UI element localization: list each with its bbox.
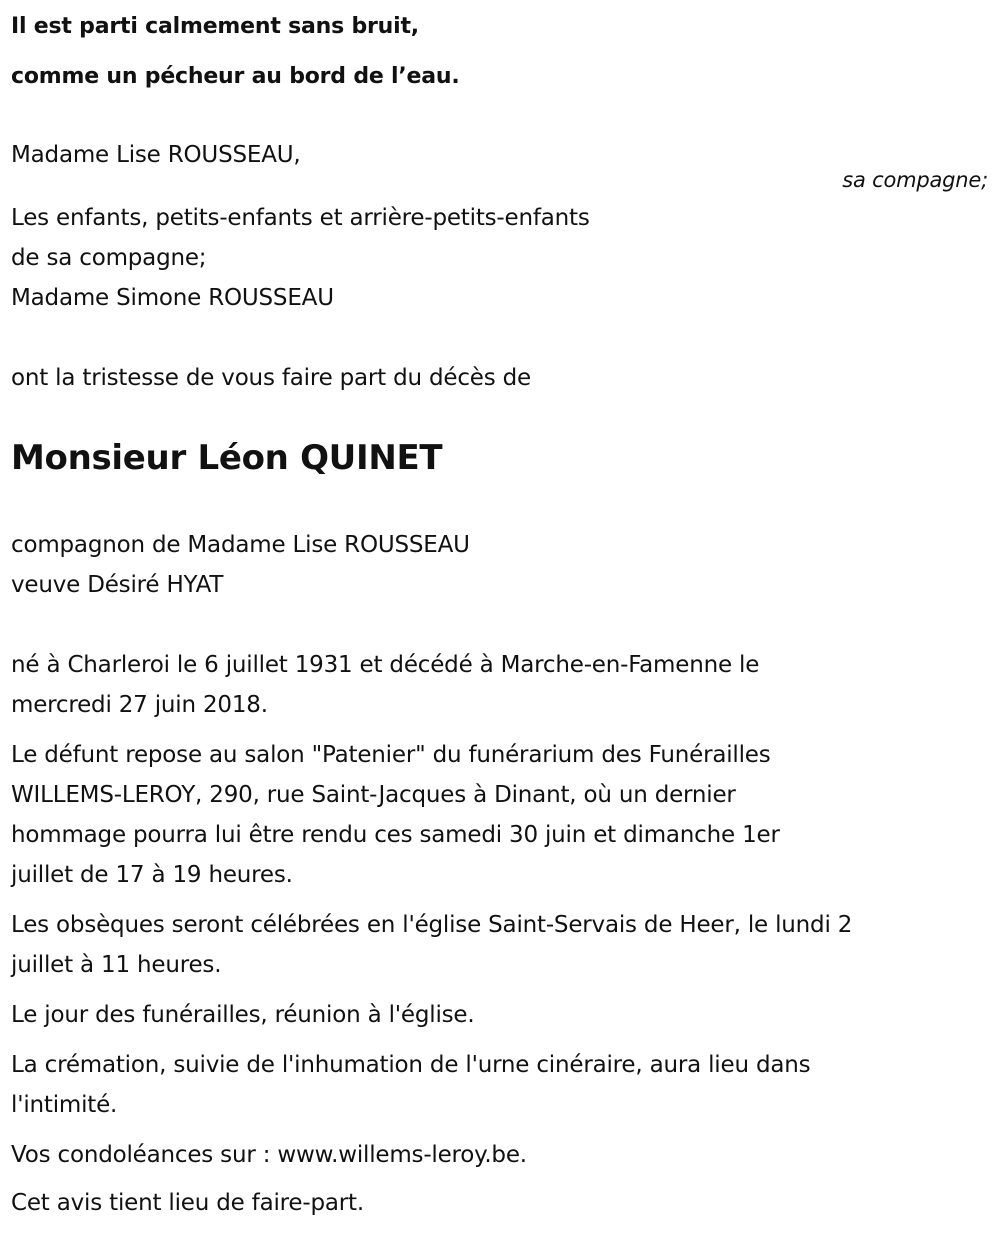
relation-line: compagnon de Madame Lise ROUSSEAU [11, 532, 470, 558]
repose-line: Le défunt repose au salon "Patenier" du funérarium des Funérailles [11, 742, 771, 768]
deceased-name: Monsieur Léon QUINET [11, 438, 443, 478]
repose-line: hommage pourra lui être rendu ces samedi 30 juin et dimanche 1er [11, 822, 780, 848]
funeral-line: Les obsèques seront célébrées en l'église Saint-Servais de Heer, le lundi 2 [11, 912, 853, 938]
birth-line: né à Charleroi le 6 juillet 1931 et décédé à Marche-en-Famenne le [11, 652, 760, 678]
birth-line: mercredi 27 juin 2018. [11, 692, 268, 718]
condolences-line: Vos condoléances sur : www.willems-leroy.be. [11, 1142, 527, 1168]
family-relation: sa compagne; [842, 168, 988, 192]
closing-line: Cet avis tient lieu de faire-part. [11, 1190, 364, 1216]
cremation-line: La crémation, suivie de l'inhumation de l'urne cinéraire, aura lieu dans [11, 1052, 811, 1078]
family-line: Madame Simone ROUSSEAU [11, 285, 334, 311]
repose-line: juillet de 17 à 19 heures. [11, 862, 293, 888]
repose-line: WILLEMS-LEROY, 290, rue Saint-Jacques à Dinant, où un dernier [11, 782, 736, 808]
family-line: Madame Lise ROUSSEAU, [11, 142, 301, 168]
cremation-line: l'intimité. [11, 1092, 118, 1118]
family-line: de sa compagne; [11, 245, 207, 271]
relation-line: veuve Désiré HYAT [11, 572, 224, 598]
announcement: ont la tristesse de vous faire part du décès de [11, 365, 531, 391]
funeral-line: juillet à 11 heures. [11, 952, 222, 978]
epigraph-line: comme un pécheur au bord de l’eau. [11, 64, 460, 89]
meeting-line: Le jour des funérailles, réunion à l'église. [11, 1002, 475, 1028]
family-line: Les enfants, petits-enfants et arrière-petits-enfants [11, 205, 590, 231]
epigraph-line: Il est parti calmement sans bruit, [11, 14, 419, 39]
